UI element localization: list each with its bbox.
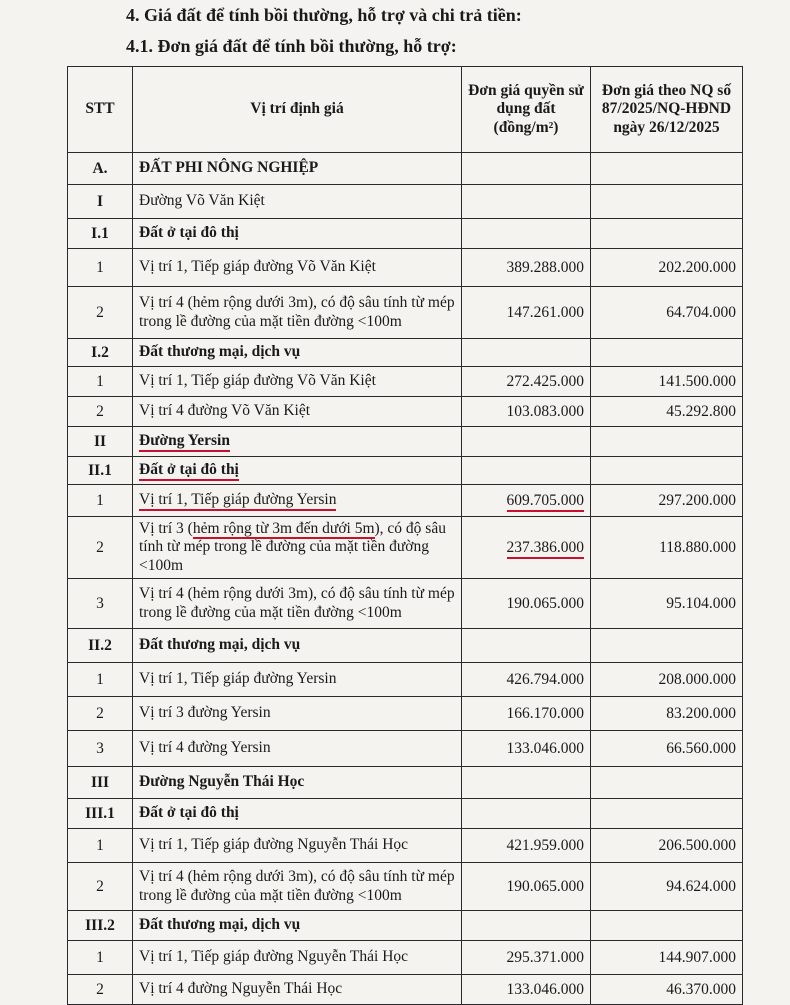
table-row <box>68 517 743 579</box>
row-resolution-price <box>591 911 743 941</box>
row-land-price: 272.425.000 <box>462 367 591 397</box>
row-stt: 2 <box>68 517 133 579</box>
row-land-price <box>462 185 591 219</box>
row-location-part-c: ), có độ sâu tính từ mép trong lề đường của mặt tiền đường <100m <box>139 520 446 574</box>
row-stt: 3 <box>68 731 133 767</box>
row-location: Đất ở tại đô thị <box>133 799 462 829</box>
row-land-price: 426.794.000 <box>462 663 591 697</box>
row-resolution-price <box>591 629 743 663</box>
table-row <box>68 339 743 367</box>
row-resolution-price: 118.880.000 <box>591 517 743 579</box>
row-location: Đường Nguyễn Thái Học <box>133 767 462 799</box>
row-location: Đường Yersin <box>139 432 230 452</box>
table-row <box>68 697 743 731</box>
row-stt: 1 <box>68 829 133 863</box>
row-resolution-price: 66.560.000 <box>591 731 743 767</box>
table-row <box>68 911 743 941</box>
row-stt: 2 <box>68 287 133 339</box>
row-land-price <box>462 153 591 185</box>
row-resolution-price: 202.200.000 <box>591 249 743 287</box>
row-resolution-price: 94.624.000 <box>591 863 743 911</box>
row-stt: I <box>68 185 133 219</box>
row-location: Vị trí 1, Tiếp giáp đường Võ Văn Kiệt <box>133 367 462 397</box>
row-stt: II.2 <box>68 629 133 663</box>
row-land-price <box>462 219 591 249</box>
table-row <box>68 153 743 185</box>
table-row <box>68 863 743 911</box>
row-resolution-price: 64.704.000 <box>591 287 743 339</box>
row-stt: A. <box>68 153 133 185</box>
row-land-price <box>462 457 591 485</box>
row-land-price <box>462 799 591 829</box>
row-land-price: 237.386.000 <box>507 539 585 559</box>
row-stt: II.1 <box>68 457 133 485</box>
row-location: Vị trí 1, Tiếp giáp đường Nguyễn Thái Học <box>133 829 462 863</box>
row-resolution-price: 206.500.000 <box>591 829 743 863</box>
header-location: Vị trí định giá <box>133 67 462 153</box>
row-resolution-price <box>591 339 743 367</box>
row-resolution-price: 45.292.800 <box>591 397 743 427</box>
row-resolution-price: 297.200.000 <box>591 485 743 517</box>
row-resolution-price: 144.907.000 <box>591 941 743 975</box>
row-stt: 1 <box>68 485 133 517</box>
row-location-part-b: hẻm rộng từ 3m đến dưới 5m <box>192 520 375 538</box>
table-row <box>68 485 743 517</box>
row-location: Vị trí 1, Tiếp giáp đường Võ Văn Kiệt <box>133 249 462 287</box>
row-stt: 1 <box>68 663 133 697</box>
section-heading: 4. Giá đất để tính bồi thường, hỗ trợ và chi trả tiền: <box>126 5 522 25</box>
row-stt: I.1 <box>68 219 133 249</box>
row-stt: III <box>68 767 133 799</box>
table-row <box>68 663 743 697</box>
row-land-price <box>462 767 591 799</box>
table-row <box>68 941 743 975</box>
row-land-price: 609.705.000 <box>507 492 585 512</box>
row-resolution-price: 83.200.000 <box>591 697 743 731</box>
header-land-price: Đơn giá quyền sử dụng đất (đồng/m²) <box>462 67 591 153</box>
table-header-row <box>68 67 743 153</box>
table-row <box>68 397 743 427</box>
row-location: Vị trí 4 đường Yersin <box>133 731 462 767</box>
row-location: Vị trí 3 đường Yersin <box>133 697 462 731</box>
table-row <box>68 767 743 799</box>
row-location: Đường Võ Văn Kiệt <box>133 185 462 219</box>
table-row <box>68 249 743 287</box>
table-row <box>68 975 743 1005</box>
row-land-price <box>462 629 591 663</box>
row-stt: 1 <box>68 249 133 287</box>
row-stt: 3 <box>68 579 133 629</box>
row-location: Vị trí 4 đường Võ Văn Kiệt <box>133 397 462 427</box>
row-location: Vị trí 1, Tiếp giáp đường Yersin <box>139 491 336 511</box>
row-location: Vị trí 4 (hẻm rộng dưới 3m), có độ sâu tính từ mép trong lề đường của mặt tiền đường <100m <box>133 863 462 911</box>
row-resolution-price: 95.104.000 <box>591 579 743 629</box>
row-land-price: 103.083.000 <box>462 397 591 427</box>
row-resolution-price <box>591 219 743 249</box>
table-row <box>68 731 743 767</box>
row-location: Vị trí 1, Tiếp giáp đường Nguyễn Thái Học <box>133 941 462 975</box>
row-stt: I.2 <box>68 339 133 367</box>
row-resolution-price: 141.500.000 <box>591 367 743 397</box>
row-land-price: 166.170.000 <box>462 697 591 731</box>
row-land-price <box>462 427 591 457</box>
row-stt: II <box>68 427 133 457</box>
table-row <box>68 629 743 663</box>
table-row <box>68 799 743 829</box>
row-location-part-a: Vị trí 3 ( <box>139 520 193 538</box>
row-land-price: 190.065.000 <box>462 579 591 629</box>
row-stt: 2 <box>68 397 133 427</box>
row-location: Đất ở tại đô thị <box>133 219 462 249</box>
row-location: Vị trí 1, Tiếp giáp đường Yersin <box>133 663 462 697</box>
header-resolution-price: Đơn giá theo NQ số 87/2025/NQ-HĐND ngày 26/12/2025 <box>591 67 743 153</box>
row-resolution-price: 208.000.000 <box>591 663 743 697</box>
row-location: Vị trí 4 đường Nguyễn Thái Học <box>133 975 462 1005</box>
row-land-price: 295.371.000 <box>462 941 591 975</box>
row-stt: 1 <box>68 941 133 975</box>
row-resolution-price <box>591 767 743 799</box>
table-row <box>68 579 743 629</box>
table-row <box>68 829 743 863</box>
row-resolution-price <box>591 153 743 185</box>
row-stt: 2 <box>68 863 133 911</box>
row-land-price: 133.046.000 <box>462 975 591 1005</box>
table-row <box>68 219 743 249</box>
table-row <box>68 457 743 485</box>
row-location: Vị trí 4 (hẻm rộng dưới 3m), có độ sâu tính từ mép trong lề đường của mặt tiền đường <100m <box>133 287 462 339</box>
row-land-price <box>462 339 591 367</box>
row-location: ĐẤT PHI NÔNG NGHIỆP <box>133 153 462 185</box>
row-land-price <box>462 911 591 941</box>
row-resolution-price <box>591 457 743 485</box>
row-stt: III.2 <box>68 911 133 941</box>
row-land-price: 147.261.000 <box>462 287 591 339</box>
row-resolution-price <box>591 427 743 457</box>
subsection-heading: 4.1. Đơn giá đất để tính bồi thường, hỗ trợ: <box>126 36 457 56</box>
row-stt: 2 <box>68 975 133 1005</box>
row-stt: 2 <box>68 697 133 731</box>
row-stt: 1 <box>68 367 133 397</box>
row-location: Đất thương mại, dịch vụ <box>133 911 462 941</box>
row-resolution-price <box>591 799 743 829</box>
row-resolution-price: 46.370.000 <box>591 975 743 1005</box>
row-land-price: 389.288.000 <box>462 249 591 287</box>
row-land-price: 133.046.000 <box>462 731 591 767</box>
row-location: Đất ở tại đô thị <box>139 461 239 481</box>
row-land-price: 421.959.000 <box>462 829 591 863</box>
table-row <box>68 367 743 397</box>
row-location: Đất thương mại, dịch vụ <box>133 339 462 367</box>
row-resolution-price <box>591 185 743 219</box>
table-row <box>68 185 743 219</box>
header-stt: STT <box>68 67 133 153</box>
row-land-price: 190.065.000 <box>462 863 591 911</box>
table-row <box>68 287 743 339</box>
row-location: Đất thương mại, dịch vụ <box>133 629 462 663</box>
row-location: Vị trí 4 (hẻm rộng dưới 3m), có độ sâu tính từ mép trong lề đường của mặt tiền đường <100m <box>133 579 462 629</box>
land-price-table <box>67 66 743 1005</box>
table-row <box>68 427 743 457</box>
row-stt: III.1 <box>68 799 133 829</box>
